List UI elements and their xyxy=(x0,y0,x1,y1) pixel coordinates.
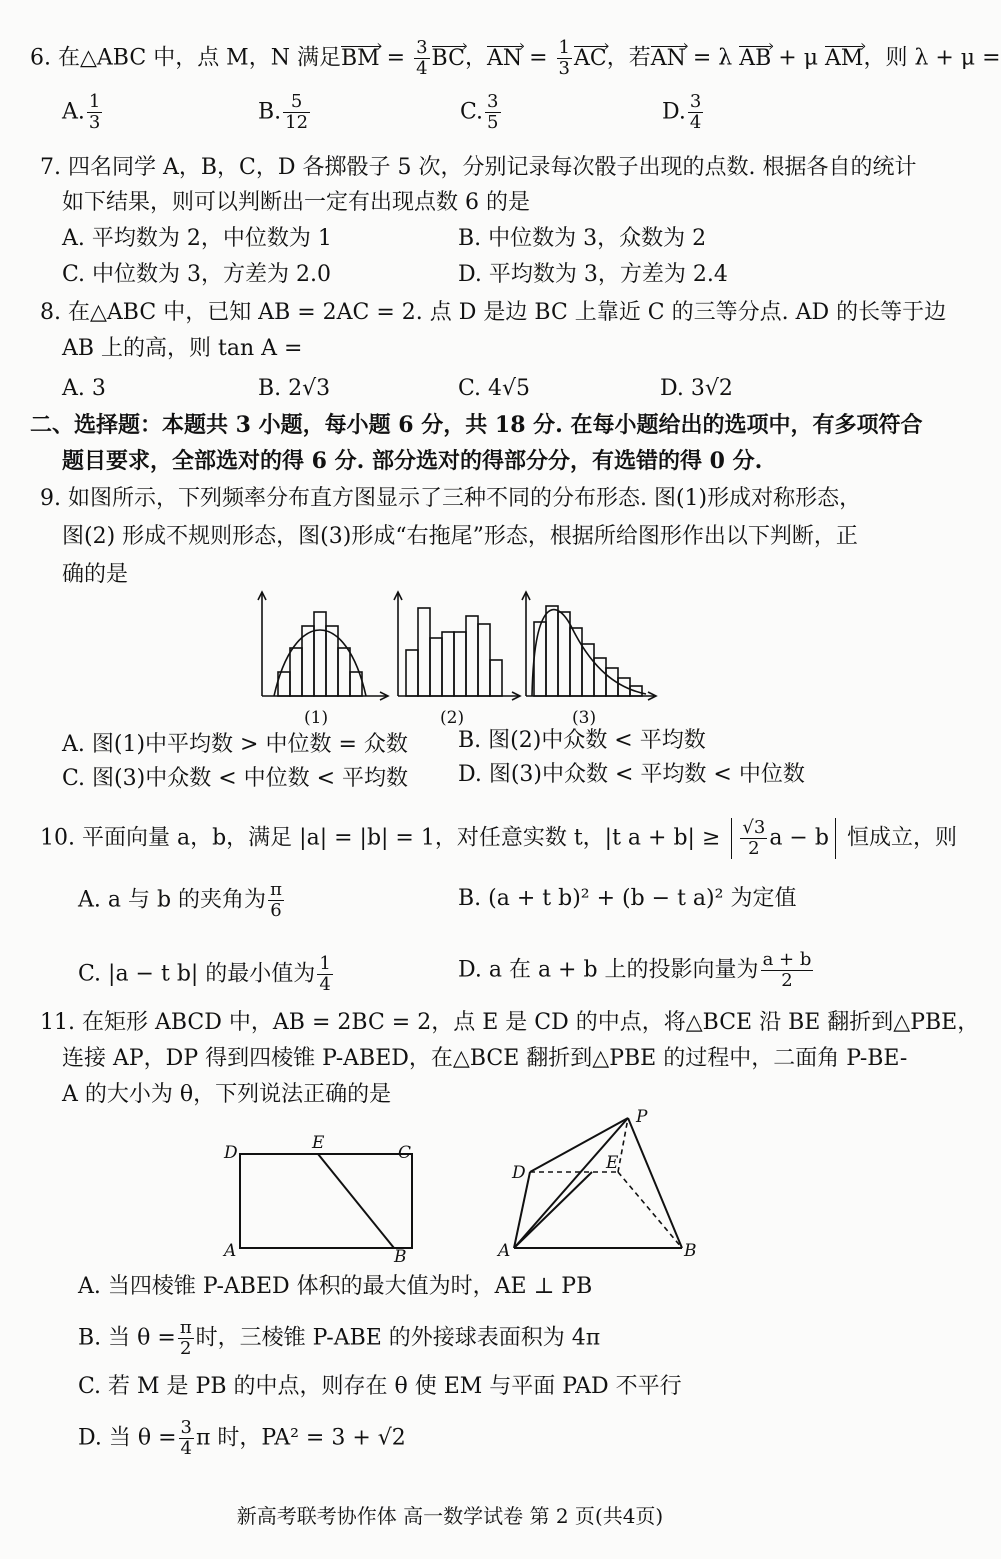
pyramid-label-a: A xyxy=(498,1241,511,1261)
q9-line-3: 确的是 xyxy=(62,562,129,587)
vector-bm: BM › xyxy=(341,44,380,74)
q8-line-1: 8. 在△ABC 中，已知 AB = 2AC = 2. 点 D 是边 BC 上靠近 C 的三等分点. AD 的长等于边 xyxy=(40,300,947,325)
q10-stem: 10. 平面向量 a，b，满足 |a| = |b| = 1，对任意实数 t，|t a + b| ≥ $\frac{√3}{2}$ a − b 恒成立，则 xyxy=(40,817,957,859)
q8-line-2: AB 上的高，则 tan A = xyxy=(62,336,303,361)
pyramid-label-p: P xyxy=(636,1107,648,1127)
q6-option-a: A. $\frac{1}{3}$ xyxy=(62,91,101,133)
q7-option-b: B. 中位数为 3，众数为 2 xyxy=(458,226,707,251)
vector-an: AN › xyxy=(487,44,522,74)
q10-option-a: A. a 与 b 的夹角为 $\frac{\pi}{6}$ xyxy=(78,879,282,921)
q6-option-c: C. $\frac{3}{5}$ xyxy=(460,91,499,133)
page-footer: 新高考联考协作体 高一数学试卷 第 2 页(共4页) xyxy=(236,1504,664,1528)
pyramid-label-b: B xyxy=(684,1241,697,1261)
q7-option-c: C. 中位数为 3，方差为 2.0 xyxy=(62,262,332,287)
rect-label-b: B xyxy=(394,1247,407,1267)
rect-label-d: D xyxy=(224,1143,238,1163)
q10-option-b: B. (a + t b)² + (b − t a)² 为定值 xyxy=(458,886,797,911)
q10-option-d: D. a 在 a + b 上的投影向量为 $\frac{a + b}{2}$ xyxy=(458,949,812,991)
section-2-line-2: 题目要求，全部选对的得 6 分. 部分选对的得部分分，有选错的得 0 分. xyxy=(62,448,763,474)
section-2-line-1: 二、选择题：本题共 3 小题，每小题 6 分，共 18 分. 在每小题给出的选项中，有多项符合 xyxy=(30,412,923,438)
vector-am: AM › xyxy=(825,44,863,74)
pyramid-figure xyxy=(496,1107,716,1270)
q7-option-d: D. 平均数为 3，方差为 2.4 xyxy=(458,262,728,287)
q10-option-c: C. |a − t b| 的最小值为 $\frac{1}{4}$ xyxy=(78,953,331,995)
vector-ac: AC › xyxy=(574,44,607,74)
rect-label-c: C xyxy=(398,1143,412,1163)
q11-option-b: B. 当 θ = $\frac{\pi}{2}$ 时，三棱锥 P-ABE 的外接球表面积为 4π xyxy=(78,1317,601,1359)
q9-line-2: 图(2) 形成不规则形态，图(3)形成“右拖尾”形态，根据所给图形作出以下判断，正 xyxy=(62,524,858,549)
pyramid-label-d: D xyxy=(512,1163,526,1183)
histogram-2-label: (2) xyxy=(440,708,465,728)
q8-option-a: A. 3 xyxy=(62,376,106,401)
q9-line-1: 9. 如图所示，下列频率分布直方图显示了三种不同的分布形态. 图(1)形成对称形态， xyxy=(40,486,862,511)
vector-bc: BC › xyxy=(432,44,465,74)
q11-option-d: D. 当 θ = $\frac{3}{4}$ π 时，PA² = 3 + √2 xyxy=(78,1417,406,1459)
q8-option-c: C. 4√5 xyxy=(458,376,531,401)
q6-option-b: B. $\frac{5}{12}$ xyxy=(258,91,309,133)
q6-stem: 6. 在△ABC 中，点 M，N 满足BM › = $\frac{3}{4}$ BC ›，AN › = $\frac{1}{3}$ AC ›，若AN › = λ AB › + μ AM ›，则 λ + μ = xyxy=(30,38,1001,79)
q11-option-c: C. 若 M 是 PB 的中点，则存在 θ 使 EM 与平面 PAD 不平行 xyxy=(78,1374,682,1399)
q8-option-d: D. 3√2 xyxy=(660,376,733,401)
histogram-3-label: (3) xyxy=(572,708,597,728)
rectangle-figure xyxy=(222,1132,442,1272)
q6-option-d: D. $\frac{3}{4}$ xyxy=(662,91,702,133)
histogram-figure-2 xyxy=(388,588,528,738)
q9-option-b: B. 图(2)中众数 < 平均数 xyxy=(458,728,706,753)
q9-option-d: D. 图(3)中众数 < 平均数 < 中位数 xyxy=(458,762,805,787)
q7-line-1: 7. 四名同学 A，B，C，D 各掷骰子 5 次，分别记录每次骰子出现的点数. 根据各自的统计 xyxy=(40,155,917,180)
histogram-figure-1 xyxy=(252,588,392,738)
q11-line-1: 11. 在矩形 ABCD 中，AB = 2BC = 2，点 E 是 CD 的中点，将△BCE 沿 BE 翻折到△PBE， xyxy=(40,1010,980,1035)
q8-option-b: B. 2√3 xyxy=(258,376,331,401)
q9-option-a: A. 图(1)中平均数 > 中位数 = 众数 xyxy=(62,732,408,757)
pyramid-label-e: E xyxy=(606,1153,619,1173)
q9-option-c: C. 图(3)中众数 < 中位数 < 平均数 xyxy=(62,766,409,791)
q11-line-3: A 的大小为 θ，下列说法正确的是 xyxy=(62,1082,392,1107)
q11-line-2: 连接 AP，DP 得到四棱锥 P-ABED，在△BCE 翻折到△PBE 的过程中，二面角 P-BE- xyxy=(62,1046,908,1071)
histogram-1-label: (1) xyxy=(304,708,329,728)
histogram-figure-3 xyxy=(516,588,666,738)
rect-label-e: E xyxy=(312,1133,325,1153)
vector-ab: AB › xyxy=(739,44,771,74)
rect-label-a: A xyxy=(224,1241,237,1261)
q7-line-2: 如下结果，则可以判断出一定有出现点数 6 的是 xyxy=(62,190,530,215)
vector-an-2: AN › xyxy=(651,44,686,74)
q7-option-a: A. 平均数为 2，中位数为 1 xyxy=(62,226,332,251)
q11-option-a: A. 当四棱锥 P-ABED 体积的最大值为时，AE ⊥ PB xyxy=(78,1274,593,1299)
